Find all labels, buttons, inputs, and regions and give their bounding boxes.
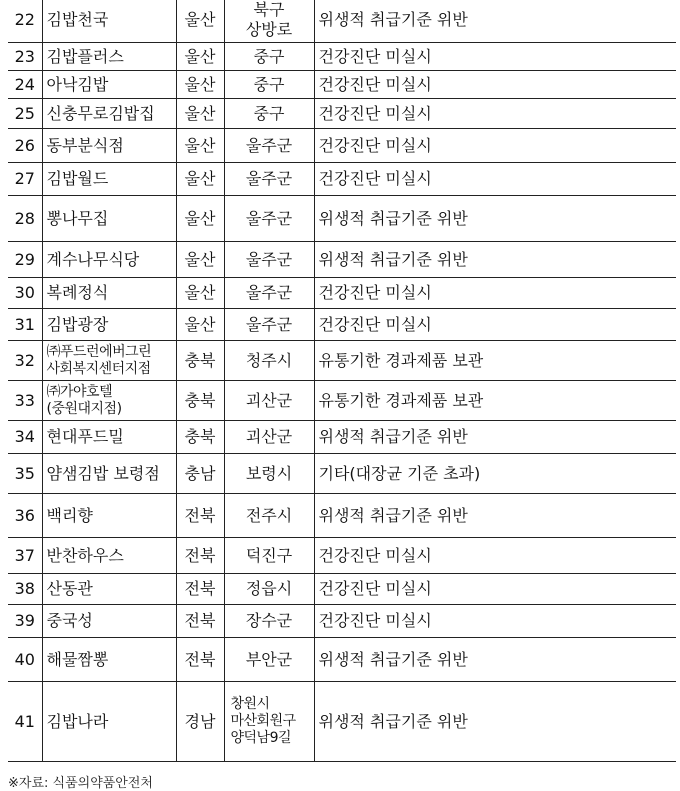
violation: 건강진단 미실시 [314,99,676,129]
district [224,605,314,638]
row-number: 40 [8,638,42,682]
table-row [8,538,676,574]
business-name [42,494,176,538]
violations-table [8,0,676,762]
business-name-line: 백리향 [46,505,93,525]
business-name-line: 김밥월드 [46,169,109,188]
table-row [8,605,676,638]
row-number: 28 [8,196,42,242]
business-name-line: 동부분식점 [46,135,124,155]
table-row [8,278,676,309]
district [224,278,314,309]
district [224,638,314,682]
district-line: 장수군 [245,611,293,630]
business-name-line: 김밥천국 [46,10,109,29]
district-line: 울주군 [245,169,293,188]
violation: 건강진단 미실시 [314,605,676,638]
district-line: 상방로 [245,20,293,39]
district-line: 중구 [253,103,285,123]
district [224,421,314,454]
region: 울산 [176,163,224,196]
table-row [8,494,676,538]
table-row [8,43,676,71]
violation: 위생적 취급기준 위반 [314,242,676,278]
business-name [42,605,176,638]
business-name-line: 얌샘김밥 보령점 [46,463,160,483]
region: 전북 [176,538,224,574]
table-row [8,0,676,43]
table-row [8,99,676,129]
district [224,196,314,242]
region: 울산 [176,129,224,163]
business-name [42,278,176,309]
business-name-line: 신충무로김밥집 [46,103,155,123]
region: 울산 [176,242,224,278]
district-line: 덕진구 [245,545,293,565]
violation: 건강진단 미실시 [314,309,676,341]
district-line: 울주군 [245,135,293,155]
region: 울산 [176,278,224,309]
district [224,381,314,421]
violation: 건강진단 미실시 [314,538,676,574]
region: 전북 [176,638,224,682]
region: 전북 [176,574,224,605]
violation: 건강진단 미실시 [314,71,676,99]
row-number: 27 [8,163,42,196]
business-name-line: 아낙김밥 [46,74,109,94]
row-number: 38 [8,574,42,605]
business-name [42,309,176,341]
business-name-line: 김밥플러스 [46,46,124,66]
district-line: 울주군 [245,314,293,334]
district [224,574,314,605]
table-row [8,381,676,421]
business-name [42,71,176,99]
region: 전북 [176,494,224,538]
table-row [8,682,676,762]
row-number: 23 [8,43,42,71]
violation: 기타(대장균 기준 초과) [314,454,676,494]
table-row [8,242,676,278]
table-row [8,71,676,99]
row-number: 35 [8,454,42,494]
district-line: 북구 [253,0,285,19]
business-name-line: 복례정식 [46,283,109,302]
district-line: 보령시 [245,463,293,483]
district [224,309,314,341]
violation: 유통기한 경과제품 보관 [314,341,676,381]
row-number: 36 [8,494,42,538]
table-row [8,638,676,682]
region: 충북 [176,381,224,421]
region: 울산 [176,99,224,129]
violation: 위생적 취급기준 위반 [314,196,676,242]
business-name-line: 뽕나무집 [46,208,109,228]
district [224,242,314,278]
row-number: 32 [8,341,42,381]
district [224,538,314,574]
business-name-line: ㈜가야호텔 [46,383,113,400]
business-name-line: 김밥나라 [46,711,109,731]
district-line: 양덕남9길 [230,730,292,746]
region: 경남 [176,682,224,762]
region: 전북 [176,605,224,638]
violation: 위생적 취급기준 위반 [314,682,676,762]
district [224,99,314,129]
violation: 건강진단 미실시 [314,129,676,163]
row-number: 41 [8,682,42,762]
table-row [8,574,676,605]
district-line: 울주군 [245,249,293,269]
business-name-line: 사회복지센터지점 [46,360,151,377]
business-name [42,682,176,762]
region: 울산 [176,71,224,99]
business-name-line: 반찬하우스 [46,545,124,565]
business-name-line: 산동관 [46,579,93,598]
business-name-line: 현대푸드밀 [46,427,124,446]
region: 울산 [176,196,224,242]
business-name [42,163,176,196]
table-row [8,421,676,454]
district [224,71,314,99]
region: 울산 [176,309,224,341]
district [224,494,314,538]
violation: 위생적 취급기준 위반 [314,638,676,682]
district [224,129,314,163]
row-number: 39 [8,605,42,638]
business-name-line: 중국성 [46,611,93,630]
district [224,0,314,43]
region: 충남 [176,454,224,494]
row-number: 31 [8,309,42,341]
table-row [8,196,676,242]
district-line: 괴산군 [245,390,293,410]
business-name [42,43,176,71]
business-name-line: 김밥광장 [46,314,109,334]
row-number: 34 [8,421,42,454]
table-row [8,341,676,381]
violation: 유통기한 경과제품 보관 [314,381,676,421]
region: 울산 [176,43,224,71]
table-row [8,454,676,494]
district-line: 정읍시 [245,579,293,598]
source-note: ※자료: 식품의약품안전처 [8,776,153,791]
row-number: 29 [8,242,42,278]
district [224,43,314,71]
business-name [42,638,176,682]
violation: 위생적 취급기준 위반 [314,494,676,538]
district-line: 마산회원구 [230,713,296,729]
district-line: 중구 [253,74,285,94]
table-row [8,129,676,163]
business-name [42,341,176,381]
district-line: 울주군 [245,283,293,302]
district [224,341,314,381]
district [224,454,314,494]
violation: 건강진단 미실시 [314,43,676,71]
business-name [42,242,176,278]
business-name-line: 해물짬뽕 [46,649,109,669]
district [224,163,314,196]
row-number: 37 [8,538,42,574]
district-line: 창원시 [230,696,270,712]
business-name [42,196,176,242]
district-line: 괴산군 [245,427,293,446]
violation: 건강진단 미실시 [314,163,676,196]
business-name [42,454,176,494]
district-line: 전주시 [245,505,293,525]
row-number: 25 [8,99,42,129]
business-name-line: (중원대지점) [46,400,122,417]
business-name [42,129,176,163]
district-line: 부안군 [245,649,293,669]
region: 충북 [176,341,224,381]
row-number: 33 [8,381,42,421]
violation: 위생적 취급기준 위반 [314,0,676,43]
business-name-line: ㈜푸드런에버그린 [46,343,152,360]
row-number: 30 [8,278,42,309]
district [224,682,314,762]
violation: 건강진단 미실시 [314,574,676,605]
district-line: 중구 [253,46,285,66]
business-name-line: 계수나무식당 [46,249,140,269]
business-name [42,0,176,43]
row-number: 24 [8,71,42,99]
violation: 위생적 취급기준 위반 [314,421,676,454]
row-number: 26 [8,129,42,163]
table-row [8,309,676,341]
row-number: 22 [8,0,42,43]
business-name [42,421,176,454]
business-name [42,574,176,605]
violation: 건강진단 미실시 [314,278,676,309]
table-row [8,163,676,196]
table-body [8,0,676,762]
region: 울산 [176,0,224,43]
region: 충북 [176,421,224,454]
business-name [42,99,176,129]
district-line: 청주시 [245,350,293,370]
district-line: 울주군 [245,208,293,228]
business-name [42,538,176,574]
business-name [42,381,176,421]
